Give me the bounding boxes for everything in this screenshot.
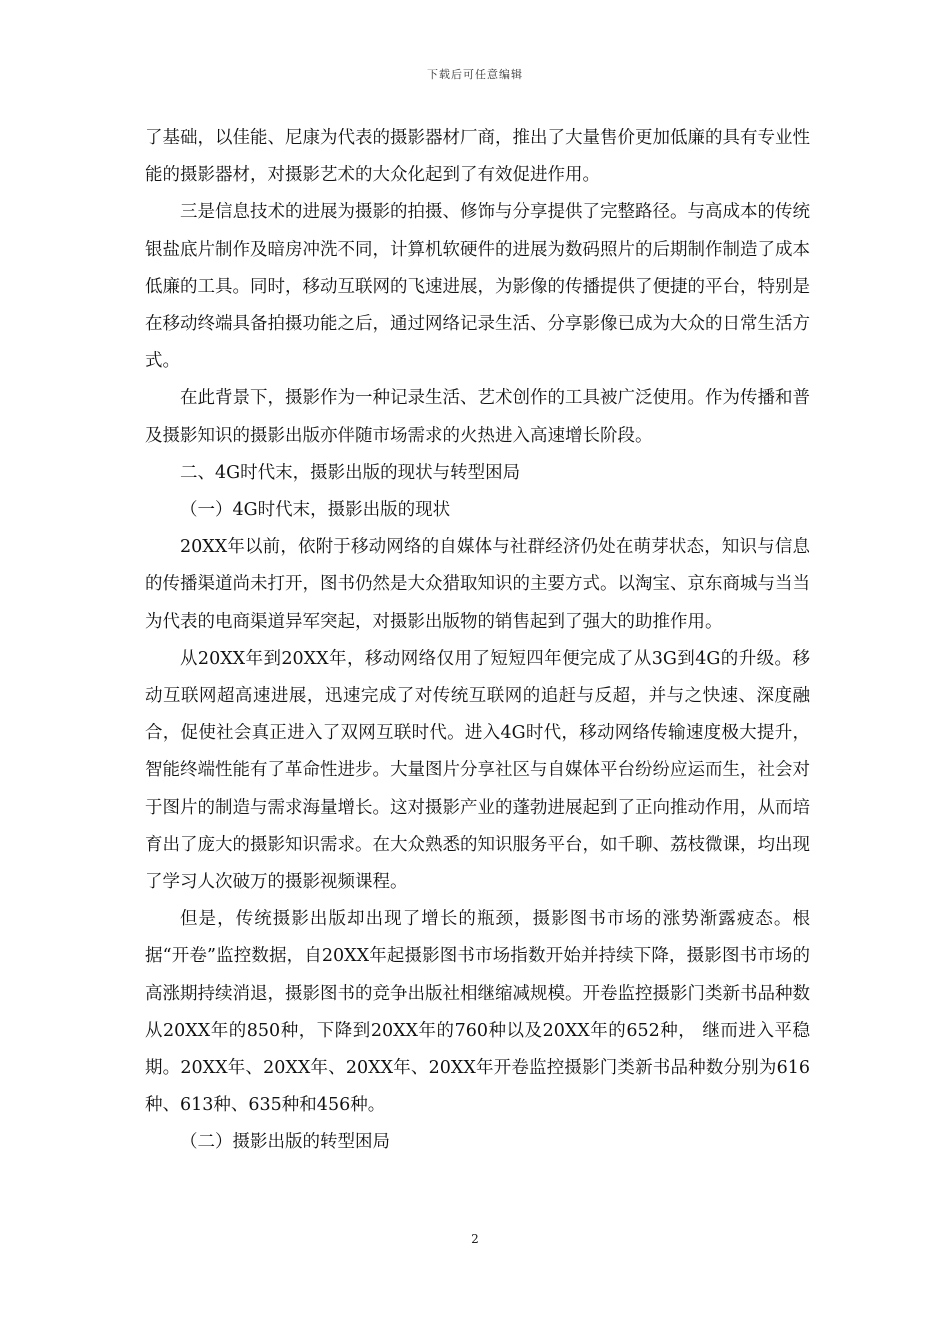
paragraph-info-tech: 三是信息技术的进展为摄影的拍摄、修饰与分享提供了完整路径。与高成本的传统银盐底片制作及暗房冲洗不同，计算机软硬件的进展为数码照片的后期制作制造了成本低廉的工具。同时，移动互联网的飞速进展，为影像的传播提供了便捷的平台，特别是在移动终端具备拍摄功能之后，通过网络记录生活、分享影像已成为大众的日常生活方式。 [145, 202, 810, 372]
page-header: 下载后可任意编辑 [427, 68, 523, 81]
paragraph-background: 在此背景下，摄影作为一种记录生活、艺术创作的工具被广泛使用。作为传播和普及摄影知识的摄影出版亦伴随市场需求的火热进入高速增长阶段。 [145, 388, 810, 446]
subsection-heading-2: （二）摄影出版的转型困局 [180, 1132, 390, 1153]
page-number: 2 [471, 1232, 479, 1246]
paragraph-3g-to-4g: 从20XX年到20XX年，移动网络仅用了短短四年便完成了从3G到4G的升级。移动互联网超高速进展，迅速完成了对传统互联网的追赶与反超，并与之快速、深度融合，促使社会真正进入了双网互联时代。进入4G时代，移动网络传输速度极大提升，智能终端性能有了革命性进步。大量图片分享社区与自媒体平台纷纷应运而生，社会对于图片的制造与需求海量增长。这对摄影产业的蓬勃进展起到了正向推动作用，从而培育出了庞大的摄影知识需求。在大众熟悉的知识服务平台，如千聊、荔枝微课，均出现了学习人次破万的摄影视频课程。 [145, 648, 810, 893]
document-body [145, 120, 810, 1162]
section-heading-2: 二、4G时代末，摄影出版的现状与转型困局 [180, 462, 521, 483]
paragraph-bottleneck: 但是，传统摄影出版却出现了增长的瓶颈，摄影图书市场的涨势渐露疲态。根据“开卷”监控数据，自20XX年起摄影图书市场指数开始并持续下降，摄影图书市场的高涨期持续消退，摄影图书的竞争出版社相继缩减规模。开卷监控摄影门类新书品种数从20XX年的850种，下降到20XX年的760种以及20XX年的652种， 继而进入平稳期。20XX年、20XX年、20XX年、20XX年开卷监控摄影门类新书品种数分别为616种、613种、635种和456种。 [145, 909, 810, 1116]
subsection-heading-1: （一）4G时代末，摄影出版的现状 [180, 500, 451, 521]
paragraph-before-20xx: 20XX年以前，依附于移动网络的自媒体与社群经济仍处在萌芽状态，知识与信息的传播渠道尚未打开，图书仍然是大众猎取知识的主要方式。以淘宝、京东商城与当当为代表的电商渠道异军突起，对摄影出版物的销售起到了强大的助推作用。 [145, 537, 810, 632]
paragraph-continuation: 了基础，以佳能、尼康为代表的摄影器材厂商，推出了大量售价更加低廉的具有专业性能的摄影器材，对摄影艺术的大众化起到了有效促进作用。 [145, 128, 810, 186]
